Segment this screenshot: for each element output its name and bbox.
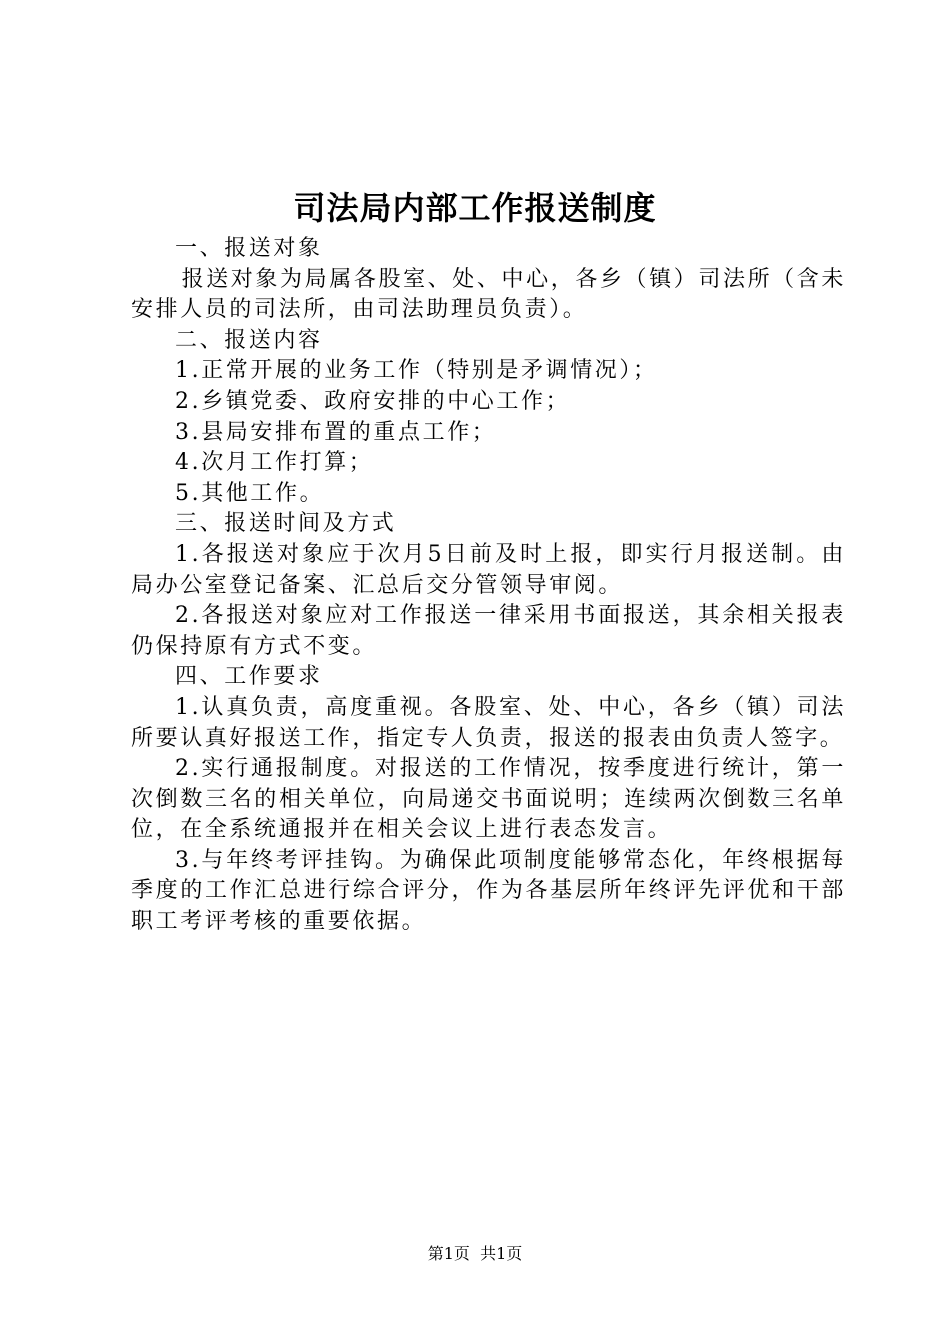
content-item-3: 3.县局安排布置的重点工作；: [175, 419, 497, 445]
document-title: 司法局内部工作报送制度: [293, 189, 657, 227]
document-body: [131, 234, 846, 938]
paragraph-recipients: 报送对象为局属各股室、处、中心，各乡（镇）司法所（含未安排人员的司法所，由司法助理员负责）。: [131, 266, 846, 323]
section-heading-time-method: 三、报送时间及方式: [175, 511, 397, 537]
requirement-item-1: 1.认真负责，高度重视。各股室、处、中心，各乡（镇）司法所要认真好报送工作，指定专人负责，报送的报表由负责人签字。: [131, 694, 846, 751]
requirement-item-3: 3.与年终考评挂钩。为确保此项制度能够常态化，年终根据每季度的工作汇总进行综合评分，作为各基层所年终评先评优和干部职工考评考核的重要依据。: [131, 847, 846, 935]
time-method-item-1: 1.各报送对象应于次月5日前及时上报，即实行月报送制。由局办公室登记备案、汇总后交分管领导审阅。: [131, 541, 846, 598]
section-heading-requirements: 四、工作要求: [175, 664, 323, 690]
page-footer: 第1页 共1页: [427, 1244, 523, 1263]
content-item-4: 4.次月工作打算；: [175, 450, 374, 476]
content-item-2: 2.乡镇党委、政府安排的中心工作；: [175, 388, 571, 414]
section-heading-recipients: 一、报送对象: [175, 236, 323, 261]
time-method-item-2: 2.各报送对象应对工作报送一律采用书面报送，其余相关报表仍保持原有方式不变。: [131, 603, 846, 659]
requirement-item-2: 2.实行通报制度。对报送的工作情况，按季度进行统计，第一次倒数三名的相关单位，向局递交书面说明；连续两次倒数三名单位，在全系统通报并在相关会议上进行表态发言。: [131, 756, 846, 843]
content-item-5: 5.其他工作。: [175, 480, 325, 506]
section-heading-content: 二、报送内容: [175, 327, 323, 353]
content-item-1: 1.正常开展的业务工作（特别是矛调情况）；: [175, 358, 658, 384]
